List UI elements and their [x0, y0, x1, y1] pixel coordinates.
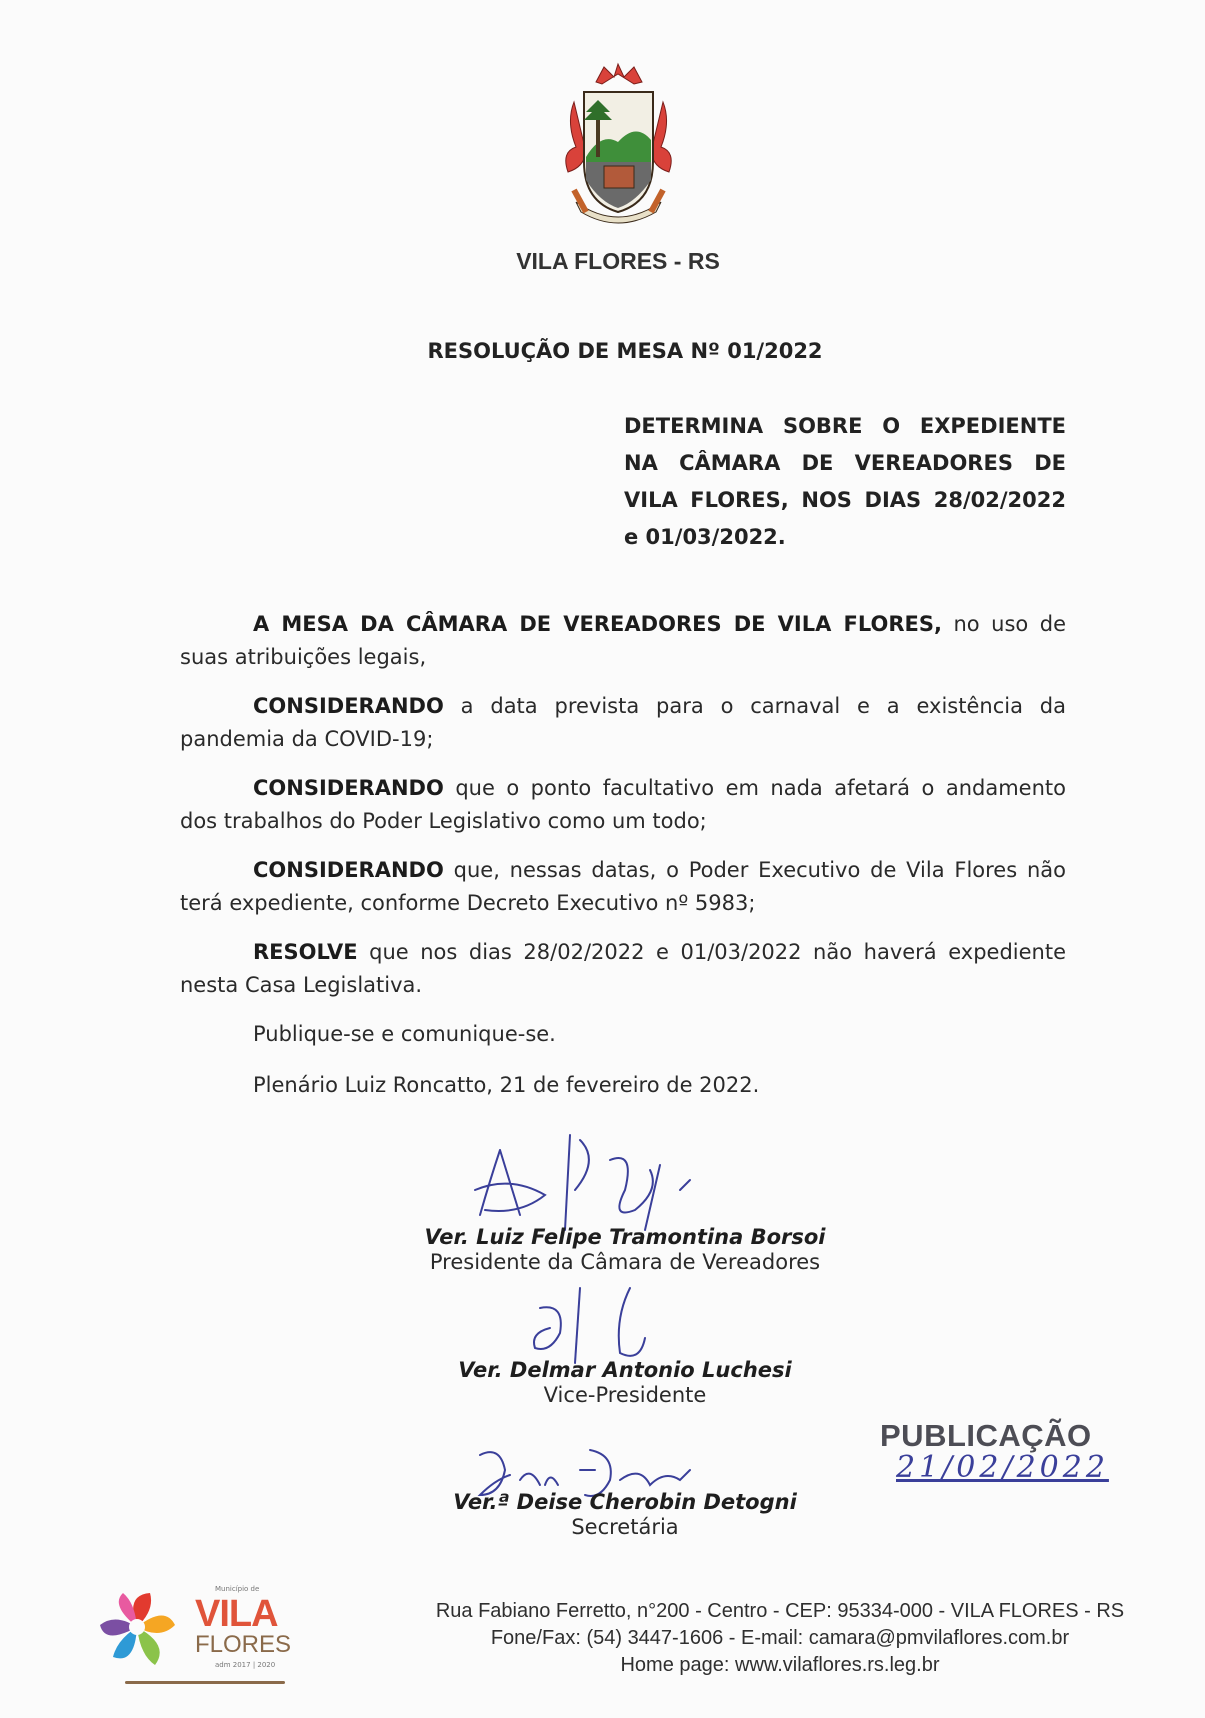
paragraph-resolve	[180, 936, 1066, 1002]
signature-role: Secretária	[571, 1515, 679, 1539]
paragraph-considerando-3	[180, 854, 1066, 920]
city-title: VILA FLORES - RS	[516, 248, 720, 274]
paragraph-date-place: Plenário Luiz Roncatto, 21 de fevereiro de 2022.	[253, 1073, 760, 1097]
footer-address: Rua Fabiano Ferretto, n°200 - Centro - CEP: 95334-000 - VILA FLORES - RS	[435, 1600, 1125, 1622]
signature-name: Ver.ª Deise Cherobin Detogni	[453, 1490, 797, 1514]
signature-vice-president-icon	[520, 1278, 670, 1368]
considerando-1-text: a data prevista para o carnaval e a existência da pandemia da COVID-19;	[180, 694, 1066, 751]
logo-underline	[125, 1681, 285, 1684]
signature-block-vice-president	[340, 1358, 910, 1408]
considerando-2-bold: CONSIDERANDO	[253, 776, 444, 800]
signature-name: Ver. Luiz Felipe Tramontina Borsoi	[424, 1225, 826, 1249]
stamp-label: PUBLICAÇÃO	[880, 1418, 1092, 1453]
resolve-text: que nos dias 28/02/2022 e 01/03/2022 não haverá expediente nesta Casa Legislativa.	[180, 940, 1066, 997]
signature-role: Vice-Presidente	[543, 1383, 707, 1407]
preamble-bold: A MESA DA CÂMARA DE VEREADORES DE VILA FLORES,	[253, 612, 942, 636]
resolution-ementa: DETERMINA SOBRE O EXPEDIENTE NA CÂMARA DE VEREADORES DE VILA FLORES, NOS DIAS 28/02/2022 e 01/03/2022.	[624, 414, 1066, 549]
preamble-text: no uso de suas atribuições legais,	[180, 612, 1066, 669]
logo-small-text: Município de	[215, 1585, 260, 1593]
footer-homepage: Home page: www.vilaflores.rs.leg.br	[620, 1654, 940, 1676]
vila-flores-logo	[95, 1585, 295, 1695]
logo-word-vila: VILA	[195, 1593, 278, 1635]
signature-name: Ver. Delmar Antonio Luchesi	[458, 1358, 792, 1382]
considerando-2-text: que o ponto facultativo em nada afetará o andamento dos trabalhos do Poder Legislativo como um todo;	[180, 776, 1066, 833]
coat-of-arms-icon	[556, 62, 681, 232]
considerando-3-text: que, nessas datas, o Poder Executivo de Vila Flores não terá expediente, conforme Decreto Executivo nº 5983;	[180, 858, 1066, 915]
considerando-3-bold: CONSIDERANDO	[253, 858, 444, 882]
considerando-1-bold: CONSIDERANDO	[253, 694, 444, 718]
resolve-bold: RESOLVE	[253, 940, 358, 964]
logo-word-flores: FLORES	[195, 1631, 292, 1658]
resolution-title: RESOLUÇÃO DE MESA Nº 01/2022	[427, 339, 823, 363]
footer-phone-email: Fone/Fax: (54) 3447-1606 - E-mail: camara@pmvilaflores.com.br	[490, 1627, 1070, 1649]
paragraph-considerando-2	[180, 772, 1066, 838]
signature-role: Presidente da Câmara de Vereadores	[429, 1250, 821, 1274]
logo-adm-text: adm 2017 | 2020	[215, 1661, 276, 1669]
paragraph-publique: Publique-se e comunique-se.	[253, 1022, 556, 1046]
paragraph-preamble	[180, 608, 1066, 674]
footer-contact	[340, 1598, 1205, 1679]
flower-logo-icon	[95, 1585, 180, 1670]
paragraph-considerando-1	[180, 690, 1066, 756]
resolution-body	[180, 608, 1066, 1120]
signature-block-president	[340, 1225, 910, 1275]
publication-stamp	[880, 1418, 1140, 1485]
signature-block-secretary	[340, 1490, 910, 1540]
stamp-date: 21/02/2022	[896, 1450, 1109, 1485]
